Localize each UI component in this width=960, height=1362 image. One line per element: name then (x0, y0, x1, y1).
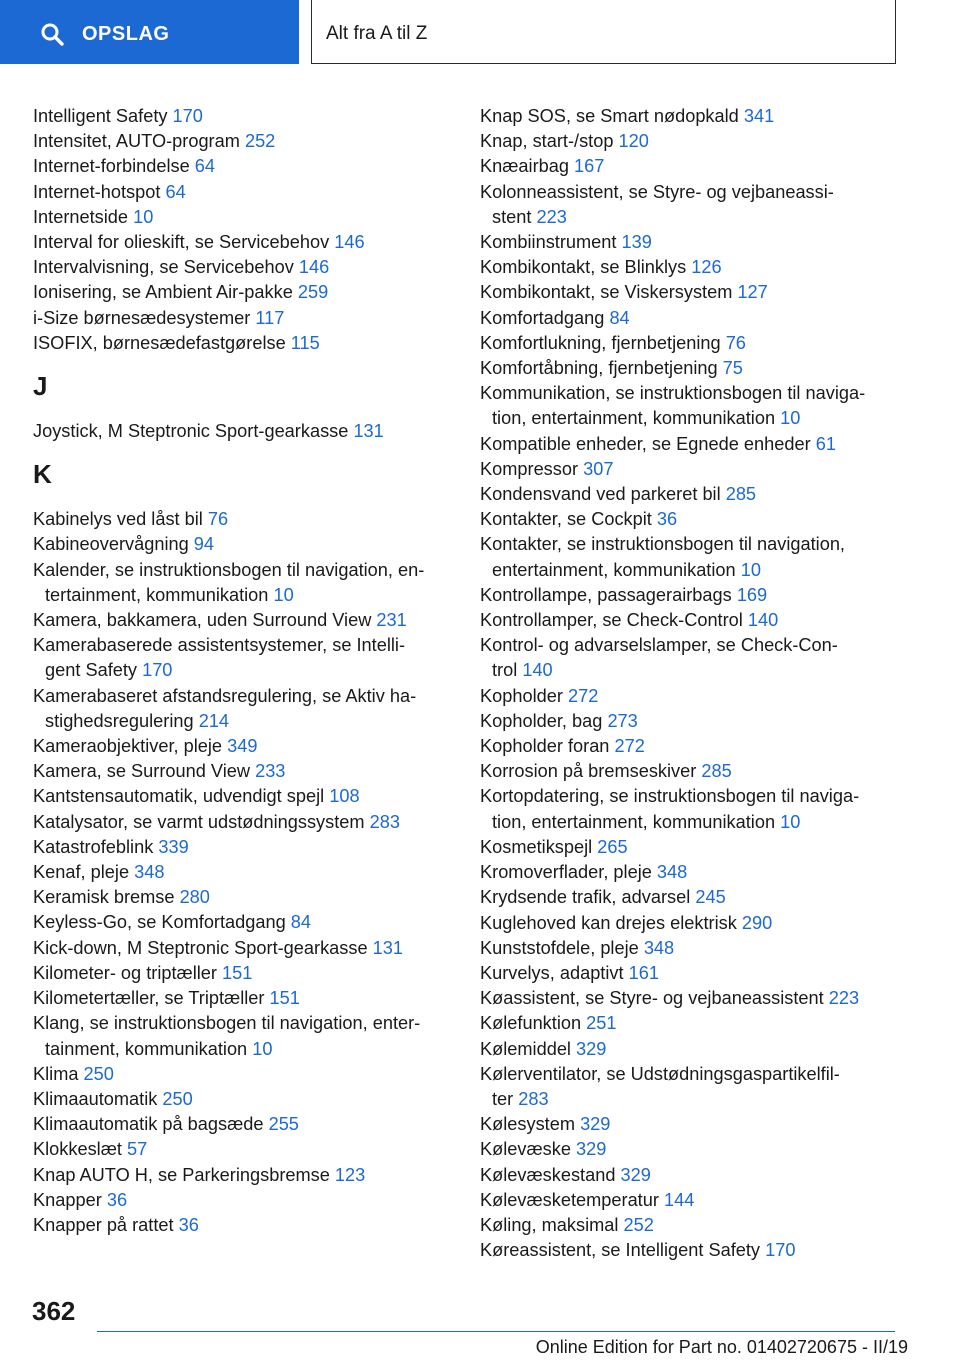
page-link[interactable]: 329 (620, 1164, 651, 1185)
entry-text: i-Size børnesædesystemer (33, 307, 251, 328)
index-entry (480, 104, 920, 129)
entry-text: Kortopdatering, se instruktionsbogen til naviga- (480, 786, 860, 807)
index-entry (33, 608, 453, 633)
index-entry (33, 205, 453, 230)
page-link[interactable]: 151 (269, 988, 300, 1009)
index-entry (33, 759, 453, 784)
entry-text: Kenaf, pleje (33, 862, 130, 883)
page-link[interactable]: 61 (815, 433, 836, 454)
entry-text: Komfortadgang (480, 307, 605, 328)
index-entry (480, 432, 920, 457)
entry-text: Kilometer- og triptæller (33, 962, 217, 983)
page-link[interactable]: 126 (691, 257, 722, 278)
page-link[interactable]: 349 (227, 736, 258, 757)
index-entry (33, 684, 453, 734)
index-entry (33, 784, 453, 809)
entry-text: Intelligent Safety (33, 106, 168, 126)
entry-text: Kamerabaseret afstandsregulering, se Aktiv ha- (33, 685, 417, 706)
entry-text: Interval for olieskift, se Servicebehov (33, 232, 330, 253)
entry-text: Klimaautomatik på bagsæde (33, 1114, 264, 1135)
entry-text: trol (492, 660, 518, 681)
page-link[interactable]: 214 (198, 710, 230, 731)
page-link[interactable]: 94 (193, 534, 215, 555)
entry-text: Kamera, bakkamera, uden Surround View (33, 610, 372, 631)
index-entry (480, 734, 920, 759)
entry-text: Internetside (33, 206, 129, 227)
page-link[interactable]: 339 (158, 836, 189, 857)
entry-text: Komfortlukning, fjernbetjening (480, 332, 721, 353)
entry-text: Kuglehoved kan drejes elektrisk (480, 912, 737, 933)
entry-text: Kølevæskestand (480, 1164, 616, 1185)
index-entry (480, 1137, 920, 1162)
page-link[interactable]: 10 (252, 1038, 273, 1059)
entry-text: Kabineovervågning (33, 534, 189, 555)
page-link[interactable]: 348 (656, 862, 688, 883)
index-entry (480, 331, 920, 356)
page-link[interactable]: 250 (162, 1088, 193, 1109)
entry-text: Kosmetikspejl (480, 836, 593, 857)
entry-text: Kølevæsketemperatur (480, 1189, 659, 1210)
entry-text: Kromoverflader, pleje (480, 862, 652, 883)
page-link[interactable]: 84 (290, 912, 312, 933)
entry-text: Internet-forbindelse (33, 156, 190, 177)
page-link[interactable]: 75 (722, 358, 743, 379)
index-entry (480, 759, 920, 784)
page-link[interactable]: 144 (663, 1189, 695, 1210)
page-link[interactable]: 223 (828, 988, 860, 1009)
search-tab[interactable] (0, 0, 299, 64)
entry-text: Kantstensautomatik, udvendigt spejl (33, 786, 325, 807)
index-entry (33, 835, 453, 860)
index-entry (480, 608, 920, 633)
page-link[interactable]: 348 (643, 937, 675, 958)
index-entry (480, 936, 920, 961)
page-link[interactable]: 259 (297, 282, 329, 303)
page-link[interactable]: 329 (576, 1038, 607, 1059)
index-entry (33, 734, 453, 759)
entry-text: Kalender, se instruktionsbogen til navigation, en- (33, 559, 425, 580)
page-link[interactable]: 280 (179, 887, 210, 908)
page-link[interactable]: 170 (172, 106, 203, 126)
index-entry (480, 507, 920, 532)
index-entry (480, 457, 920, 482)
index-entry (33, 230, 453, 255)
entry-text: Knap SOS, se Smart nødopkald (480, 106, 739, 126)
page-link[interactable]: 131 (372, 937, 404, 958)
entry-text: Kunststofdele, pleje (480, 937, 639, 958)
index-entry (33, 1011, 453, 1061)
page-link[interactable]: 233 (255, 761, 286, 782)
page-link[interactable]: 341 (743, 106, 775, 126)
entry-text: Kontrollampe, passagerairbags (480, 584, 732, 605)
index-entry (33, 180, 453, 205)
index-entry (33, 1062, 453, 1087)
page-link[interactable]: 76 (725, 332, 746, 353)
page-link[interactable]: 117 (255, 307, 285, 328)
entry-text: Kontakter, se instruktionsbogen til navigation, (480, 534, 845, 555)
section-title: Alt fra A til Z (326, 22, 428, 44)
page-link[interactable]: 169 (736, 584, 768, 605)
page-link[interactable]: 57 (127, 1139, 148, 1160)
entry-text: Komfortåbning, fjernbetjening (480, 358, 718, 379)
page-link[interactable]: 329 (580, 1114, 611, 1135)
entry-text: Kølemiddel (480, 1038, 571, 1059)
index-entry (480, 356, 920, 381)
index-entry (33, 532, 453, 557)
entry-text: Kontrol- og advarselslamper, se Check-Con- (480, 635, 838, 656)
page-link[interactable]: 10 (780, 408, 801, 429)
entry-text: ter (492, 1088, 514, 1109)
entry-text: Kopholder, bag (480, 710, 603, 731)
index-entry (480, 280, 920, 305)
index-entry (33, 1137, 453, 1162)
entry-text: tion, entertainment, kommunikation (492, 408, 776, 429)
page-link[interactable]: 108 (329, 786, 360, 807)
index-entry (480, 1037, 920, 1062)
entry-text: Klokkeslæt (33, 1139, 122, 1160)
entry-text: Keramisk bremse (33, 887, 175, 908)
page-link[interactable]: 245 (695, 887, 726, 908)
entry-text: Kontakter, se Cockpit (480, 509, 652, 530)
entry-text: Kølerventilator, se Udstødningsgaspartikelfil- (480, 1063, 840, 1084)
index-entry (33, 129, 453, 154)
edition-text: Online Edition for Part no. 01402720675 - II/19 (535, 1337, 908, 1357)
index-entry (480, 532, 920, 582)
entry-text: Krydsende trafik, advarsel (480, 887, 691, 908)
entry-text: Kamerabaserede assistentsystemer, se Intelli- (33, 635, 405, 656)
page-link[interactable]: 290 (741, 912, 773, 933)
entry-text: Keyless-Go, se Komfortadgang (33, 912, 286, 933)
page-link[interactable]: 283 (369, 811, 400, 832)
entry-text: Knapper på rattet (33, 1214, 174, 1235)
index-column-right (480, 104, 920, 1263)
index-entry (33, 810, 453, 835)
index-entry (480, 911, 920, 936)
index-entry (480, 255, 920, 280)
index-entry (480, 784, 920, 834)
page-link[interactable]: 84 (609, 307, 630, 328)
page-link[interactable]: 140 (522, 660, 553, 681)
search-icon (40, 19, 64, 46)
page-link[interactable]: 348 (134, 862, 165, 883)
index-entry (480, 684, 920, 709)
entry-text: tion, entertainment, kommunikation (492, 811, 776, 832)
entry-text: Ionisering, se Ambient Air-pakke (33, 282, 293, 303)
entry-text: entertainment, kommunikation (492, 559, 736, 580)
index-entry (33, 1213, 453, 1238)
entry-text: stighedsregulering (45, 710, 194, 731)
index-entry (33, 1163, 453, 1188)
page-link[interactable]: 146 (334, 232, 365, 253)
page-link[interactable]: 161 (628, 962, 659, 983)
entry-text: Kølevæske (480, 1139, 571, 1160)
index-entry (480, 860, 920, 885)
entry-text: Knap, start-/stop (480, 131, 614, 152)
page-link[interactable]: 36 (656, 509, 678, 530)
entry-text: Katastrofeblink (33, 836, 154, 857)
entry-text: Kombikontakt, se Blinklys (480, 257, 687, 278)
index-entry (480, 230, 920, 255)
page-link[interactable]: 10 (133, 206, 154, 227)
index-entry (480, 154, 920, 179)
page-link[interactable]: 223 (536, 206, 567, 227)
index-entry (480, 180, 920, 230)
entry-text: gent Safety (45, 660, 138, 681)
entry-text: Kontrollamper, se Check-Control (480, 610, 743, 631)
index-entry (33, 419, 453, 444)
page-link[interactable]: 167 (574, 156, 605, 177)
page-link[interactable]: 115 (290, 332, 320, 353)
index-entry (480, 583, 920, 608)
index-entry (33, 1112, 453, 1137)
page-link[interactable]: 170 (142, 660, 173, 681)
entry-text: tainment, kommunikation (45, 1038, 248, 1059)
entry-text: Køreassistent, se Intelligent Safety (480, 1240, 761, 1261)
entry-text: Intensitet, AUTO-program (33, 131, 240, 152)
entry-text: Kameraobjektiver, pleje (33, 736, 223, 757)
page-link[interactable]: 10 (780, 811, 801, 832)
entry-text: Joystick, M Steptronic Sport-gearkasse (33, 421, 349, 442)
index-entry (480, 1062, 920, 1112)
page-link[interactable]: 170 (765, 1240, 796, 1261)
index-entry (33, 558, 453, 608)
index-entry (480, 885, 920, 910)
index-entry (33, 961, 453, 986)
page-link[interactable]: 250 (83, 1063, 114, 1084)
page-link[interactable]: 252 (623, 1214, 654, 1235)
index-entry (480, 381, 920, 431)
index-entry (480, 129, 920, 154)
page-link[interactable]: 140 (747, 610, 779, 631)
page-link[interactable]: 272 (614, 736, 645, 757)
page-link[interactable]: 285 (725, 484, 757, 505)
entry-text: Klang, se instruktionsbogen til navigation, enter- (33, 1013, 421, 1034)
page-link[interactable]: 36 (178, 1214, 199, 1235)
page-link[interactable]: 251 (586, 1013, 617, 1034)
entry-text: Intervalvisning, se Servicebehov (33, 257, 294, 278)
entry-text: Kombiinstrument (480, 232, 617, 253)
index-letter-heading: K (33, 459, 52, 490)
page-link[interactable]: 76 (207, 509, 229, 530)
page-link[interactable]: 10 (740, 559, 761, 580)
page-link[interactable]: 146 (298, 257, 330, 278)
search-tab-label: OPSLAG (82, 22, 170, 45)
index-entry (480, 633, 920, 683)
page-link[interactable]: 123 (334, 1164, 366, 1185)
page-link[interactable]: 255 (268, 1114, 299, 1135)
entry-text: Kølesystem (480, 1114, 575, 1135)
footer-divider (97, 1331, 895, 1332)
entry-text: Klimaautomatik (33, 1088, 158, 1109)
index-entry (33, 885, 453, 910)
page-link[interactable]: 120 (618, 131, 649, 152)
entry-text: Knap AUTO H, se Parkeringsbremse (33, 1164, 330, 1185)
page-link[interactable]: 36 (106, 1189, 128, 1210)
index-entry (33, 507, 453, 532)
page-link[interactable]: 64 (165, 181, 186, 202)
index-entry (480, 835, 920, 860)
page-link[interactable]: 139 (621, 232, 652, 253)
page-link[interactable]: 307 (583, 458, 614, 479)
entry-text: Kombikontakt, se Viskersystem (480, 282, 733, 303)
index-entry (480, 1188, 920, 1213)
index-letter-heading: J (33, 371, 48, 402)
entry-text: Kompatible enheder, se Egnede enheder (480, 433, 811, 454)
index-entry (480, 1163, 920, 1188)
entry-text: Korrosion på bremseskiver (480, 761, 697, 782)
entry-text: Kolonneassistent, se Styre- og vejbaneassi- (480, 181, 834, 202)
page-link[interactable]: 10 (273, 584, 294, 605)
entry-text: Kondensvand ved parkeret bil (480, 484, 721, 505)
index-entry (33, 910, 453, 935)
index-entry (33, 255, 453, 280)
entry-text: Kick-down, M Steptronic Sport-gearkasse (33, 937, 368, 958)
index-entry (480, 306, 920, 331)
entry-text: Kopholder foran (480, 736, 610, 757)
index-entry (480, 1112, 920, 1137)
page-link[interactable]: 127 (737, 282, 768, 303)
page-number: 362 (32, 1296, 76, 1326)
entry-text: Klima (33, 1063, 79, 1084)
entry-text: tertainment, kommunikation (45, 584, 269, 605)
index-entry (33, 860, 453, 885)
entry-text: Kommunikation, se instruktionsbogen til naviga- (480, 383, 866, 404)
entry-text: Kopholder (480, 685, 563, 706)
entry-text: Køling, maksimal (480, 1214, 619, 1235)
index-entry (33, 1087, 453, 1112)
index-entry (480, 1213, 920, 1238)
page-link[interactable]: 329 (576, 1139, 607, 1160)
page-link[interactable]: 283 (518, 1088, 549, 1109)
entry-text: Kompressor (480, 458, 579, 479)
entry-text: Katalysator, se varmt udstødningssystem (33, 811, 365, 832)
entry-text: Knæairbag (480, 156, 569, 177)
entry-text: Køassistent, se Styre- og vejbaneassistent (480, 988, 824, 1009)
index-entry (480, 709, 920, 734)
index-entry (480, 482, 920, 507)
index-entry (33, 154, 453, 179)
index-entry (33, 280, 453, 305)
page-link[interactable]: 131 (353, 421, 384, 442)
entry-text: Kilometertæller, se Triptæller (33, 988, 265, 1009)
page-link[interactable]: 272 (567, 685, 599, 706)
index-entry (33, 986, 453, 1011)
entry-text: Kabinelys ved låst bil (33, 509, 203, 530)
section-tab[interactable] (311, 0, 896, 64)
page-link[interactable]: 64 (194, 156, 216, 177)
page-link[interactable]: 231 (376, 610, 407, 631)
entry-text: stent (492, 206, 532, 227)
entry-text: Kamera, se Surround View (33, 761, 251, 782)
page-link[interactable]: 265 (597, 836, 628, 857)
page-link[interactable]: 151 (222, 962, 253, 983)
page-link[interactable]: 273 (607, 710, 638, 731)
index-entry (33, 331, 453, 356)
entry-text: Internet-hotspot (33, 181, 161, 202)
index-entry (33, 1188, 453, 1213)
index-entry (480, 986, 920, 1011)
index-entry (33, 104, 453, 129)
page-link[interactable]: 285 (701, 761, 732, 782)
page-link[interactable]: 252 (244, 131, 276, 152)
entry-text: Knapper (33, 1189, 102, 1210)
index-entry (480, 1011, 920, 1036)
index-entry (33, 633, 453, 683)
index-entry (480, 1238, 920, 1263)
index-entry (33, 306, 453, 331)
entry-text: Kølefunktion (480, 1013, 582, 1034)
index-entry (480, 961, 920, 986)
entry-text: ISOFIX, børnesædefastgørelse (33, 332, 286, 353)
entry-text: Kurvelys, adaptivt (480, 962, 624, 983)
index-entry (33, 936, 453, 961)
index-column-left (33, 104, 453, 1238)
